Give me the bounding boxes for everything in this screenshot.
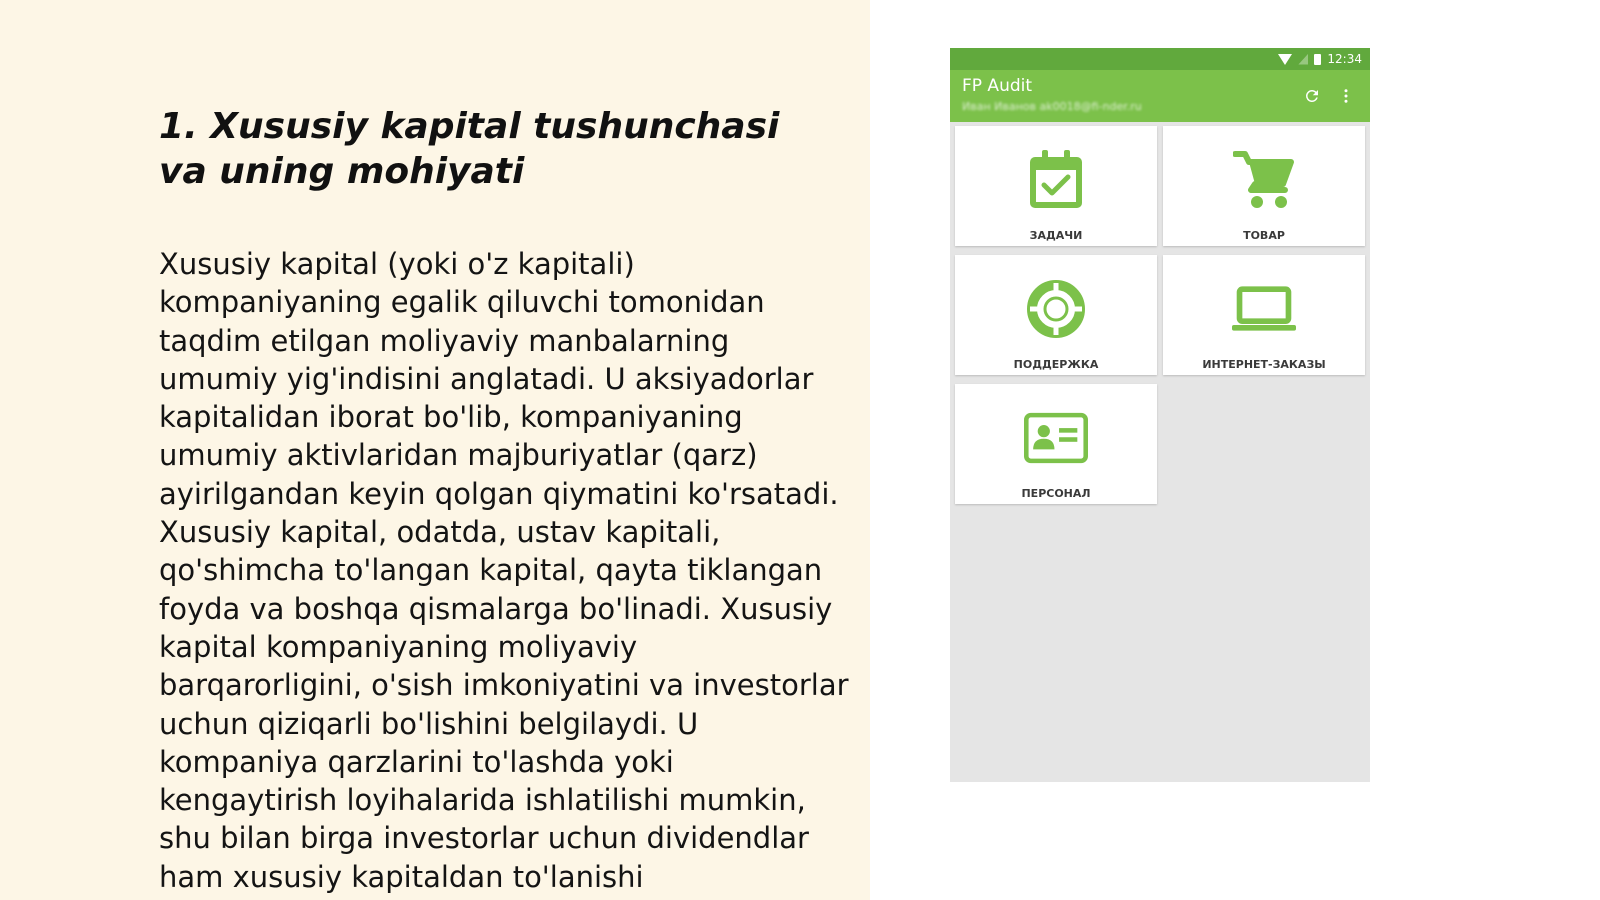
tile-staff[interactable] bbox=[955, 384, 1157, 504]
phone-screenshot bbox=[950, 48, 1370, 782]
lifebuoy-icon bbox=[1026, 279, 1086, 339]
tile-goods[interactable] bbox=[1163, 126, 1365, 246]
slide-body-text: Xususiy kapital (yoki o'z kapitali) kompaniyaning egalik qiluvchi tomonidan taqdim etilgan moliyaviy manbalarning umumiy yig'indisini anglatadi. U aksiyadorlar kapitalidan iborat bo'lib, kompaniyaning umumiy aktivlaridan majburiyatlar (qarz) ayirilgandan keyin qolgan qiymatini ko'rsatadi. Xususiy kapital, odatda, ustav kapitali, qo'shimcha to'langan kapital, qayta tiklangan foyda va boshqa qismalarga bo'linadi. Xususiy kapital kompaniyaning moliyaviy barqarorligini, o'sish imkoniyatini va investorlar uchun qiziqarli bo'lishini belgilaydi. U kompaniya qarzlarini to'lashda yoki kengaytirish loyihalarida ishlatilishi mumkin, shu bilan birga investorlar uchun dividendlar ham xususiy kapitaldan to'lanishi bbox=[159, 247, 849, 894]
signal-icon bbox=[1298, 54, 1308, 65]
slide-title: 1. Xususiy kapital tushunchasi va uning mohiyati bbox=[159, 106, 780, 192]
wifi-icon bbox=[1278, 54, 1292, 65]
shopping-cart-icon bbox=[1233, 150, 1295, 210]
refresh-button[interactable] bbox=[1298, 82, 1326, 110]
tile-label: ТОВАР bbox=[1243, 229, 1285, 242]
tile-tasks[interactable] bbox=[955, 126, 1157, 246]
tile-label: ИНТЕРНЕТ-ЗАКАЗЫ bbox=[1202, 358, 1326, 371]
tile-support[interactable] bbox=[955, 255, 1157, 375]
app-bar bbox=[950, 70, 1370, 122]
battery-icon bbox=[1314, 54, 1321, 65]
tile-online-orders[interactable] bbox=[1163, 255, 1365, 375]
laptop-icon bbox=[1232, 284, 1296, 334]
status-bar bbox=[950, 48, 1370, 70]
app-title: FP Audit bbox=[962, 76, 1033, 96]
status-time: 12:34 bbox=[1327, 52, 1362, 66]
status-icons bbox=[1278, 51, 1362, 67]
refresh-icon bbox=[1303, 87, 1321, 105]
tile-label: ЗАДАЧИ bbox=[1029, 229, 1083, 242]
overflow-menu-button[interactable] bbox=[1332, 82, 1360, 110]
tile-label: ПЕРСОНАЛ bbox=[1021, 487, 1091, 500]
id-card-icon bbox=[1024, 405, 1088, 471]
tile-label: ПОДДЕРЖКА bbox=[1013, 358, 1099, 371]
app-subtitle-account: Иван Иванов ak0018@fi-nder.ru bbox=[962, 100, 1142, 113]
more-vert-icon bbox=[1337, 87, 1355, 105]
calendar-check-icon bbox=[1028, 150, 1084, 210]
